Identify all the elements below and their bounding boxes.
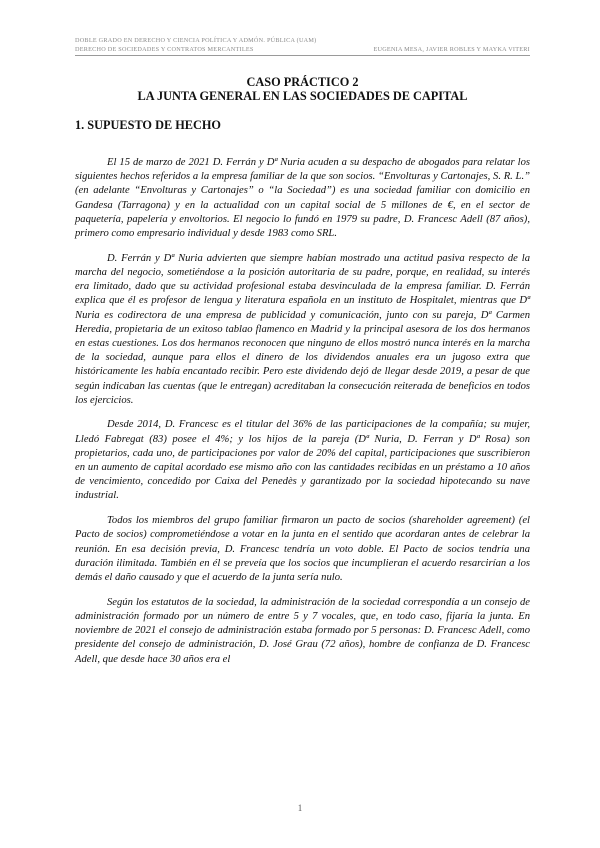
page-number: 1 (297, 803, 303, 813)
section-heading: 1. SUPUESTO DE HECHO (75, 118, 222, 132)
title-line-2: LA JUNTA GENERAL EN LAS SOCIEDADES DE CAPITAL (137, 89, 468, 103)
paragraph-3: Desde 2014, D. Francesc es el titular del 36% de las participaciones de la compañía; su mujer, Lledó Fabregat (83) posee el 4%; y los hijos de la pareja (Dª Nuria, D. Ferran y Dª Rosa) son propietarios, cada uno, de participaciones por valor de 20% del capital, participaciones que suscribieron en un aumento de capital acordado ese mismo año con las cantidades recibidas en un préstamo a 10 años de vencimiento, concedido por Caixa del Penedès y garantizado por la sociedad hipotecando su nave industrial. (75, 419, 530, 502)
paragraph-2: D. Ferrán y Dª Nuria advierten que siempre habían mostrado una actitud pasiva respecto de la marcha del negocio, sometiéndose a la posición autoritaria de su padre, porque, en realidad, su interés era limitado, dado que su actividad profesional estaba desvinculada de la empresa familiar. D. Ferrán explica que él es profesor de lengua y literatura española en un instituto de Hospitalet, mientras que Dª Nuria es codirectora de una empresa de publicidad y comunicación, junto con su pareja, Dª Carmen Heredia, propietaria de un exitoso tablao flamenco en Madrid y la principal asesora de los dos hermanos en estas cuestiones. Los dos hermanos reconocen que ninguno de ellos mostró nunca interés en la marcha de la sociedad, aunque para ellos el dinero de los dividendos anuales era un jugoso extra que históricamente les había encantado recibir. Pero este dividendo dejó de llegar desde 2019, a pesar de que según indicaban las cuentas (que le entregan) acreditaban la consecución reiterada de beneficios en todos los ejercicios. (75, 252, 530, 406)
header-course: DERECHO DE SOCIEDADES Y CONTRATOS MERCANTILES (75, 46, 254, 53)
document-title (75, 75, 530, 103)
title-line-1: CASO PRÁCTICO 2 (246, 75, 359, 89)
body-text (75, 156, 530, 677)
header-degree: DOBLE GRADO EN DERECHO Y CIENCIA POLÍTICA Y ADMÓN. PÚBLICA (UAM) (75, 37, 317, 44)
header-divider (75, 55, 530, 56)
paragraph-4: Todos los miembros del grupo familiar firmaron un pacto de socios (shareholder agreement) (el Pacto de socios) comprometiéndose a votar en la junta en el sentido que acordaran antes de celebrar la reunión. En esa decisión previa, D. Francesc tendría un voto doble. El Pacto de socios tendría una duración ilimitada. También en él se preveía que los socios que incumplieran el acuerdo resarcirían a los demás el daño causado y que el acuerdo de la junta sería nulo. (75, 515, 530, 583)
paragraph-1: El 15 de marzo de 2021 D. Ferrán y Dª Nuria acuden a su despacho de abogados para relatar los siguientes hechos referidos a la empresa familiar de la que son socios. “Envolturas y Cartonajes, S. R. L.” (en adelante “Envolturas y Cartonajes” o “la Sociedad”) es una sociedad familiar con domicilio en Gandesa (Tarragona) y en la actualidad con un capital social de 5 millones de €, en el sector de paquetería, papelería y envoltorios. El negocio lo fundó en 1979 su padre, D. Francesc Adell (87 años), primero como empresario individual y desde 1983 como SRL. (75, 157, 530, 240)
header-authors: EUGENIA MESA, JAVIER ROBLES Y MAYKA VITERI (373, 46, 530, 53)
page-header (75, 36, 530, 54)
paragraph-5: Según los estatutos de la sociedad, la administración de la sociedad correspondía a un consejo de administración formado por un número de entre 5 y 7 vocales, que, en todo caso, fijaría la junta. En noviembre de 2021 el consejo de administración estaba formado por 5 personas: D. Francesc Adell, como presidente del consejo de administración, D. José Grau (72 años), hombre de confianza de D. Francesc Adell, que desde hace 30 años era el (75, 596, 530, 665)
